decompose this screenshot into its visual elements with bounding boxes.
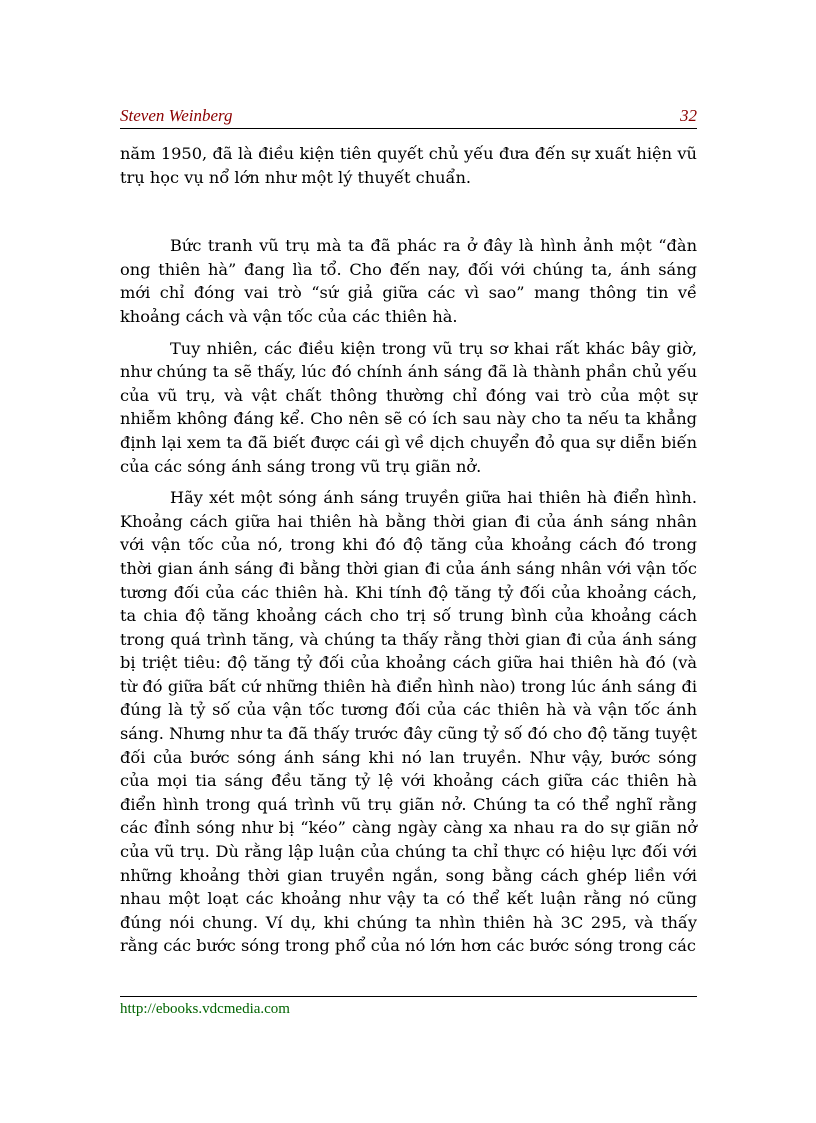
paragraph-early-universe: Tuy nhiên, các điều kiện trong vũ trụ sơ khai rất khác bây giờ, như chúng ta sẽ thấy, lúc đó chính ánh sáng đã là thành phần chủ yếu của vũ trụ, và vật chất thông thường chỉ đóng vai trò của một sự nhiễm không đáng kể. Cho nên sẽ có ích sau này cho ta nếu ta khẳng định lại xem ta đã biết được cái gì về dịch chuyển đỏ qua sự diễn biến của các sóng ánh sáng trong vũ trụ giãn nở. — [120, 338, 697, 476]
page-body — [120, 142, 697, 958]
page-number: 32 — [680, 106, 697, 125]
page-header — [120, 104, 697, 129]
paragraph-continuation: năm 1950, đã là điều kiện tiên quyết chủ yếu đưa đến sự xuất hiện vũ trụ học vụ nổ lớn như một lý thuyết chuẩn. — [120, 144, 697, 187]
header-author: Steven Weinberg — [120, 106, 233, 125]
paragraph-galaxy-swarm: Bức tranh vũ trụ mà ta đã phác ra ở đây là hình ảnh một “đàn ong thiên hà” đang lìa tổ. Cho đến nay, đối với chúng ta, ánh sáng mới chỉ đóng vai trò “sứ giả giữa các vì sao” mang thông tin về khoảng cách và vận tốc của các thiên hà. — [120, 236, 697, 326]
footer-divider — [120, 996, 697, 997]
footer-link[interactable]: http://ebooks.vdcmedia.com — [120, 1001, 290, 1017]
paragraph-light-wave: Hãy xét một sóng ánh sáng truyền giữa hai thiên hà điển hình. Khoảng cách giữa hai thiên hà bằng thời gian đi của ánh sáng nhân với vận tốc của nó, trong khi đó độ tăng của khoảng cách đó trong thời gian ánh sáng đi bằng thời gian đi của ánh sáng nhân với vận tốc tương đối của các thiên hà. Khi tính độ tăng tỷ đối của khoảng cách, ta chia độ tăng khoảng cách cho trị số trung bình của khoảng cách trong quá trình tăng, và chúng ta thấy rằng thời gian đi của ánh sáng bị triệt tiêu: độ tăng tỷ đối của khoảng cách giữa hai thiên hà đó (và từ đó giữa bất cứ những thiên hà điển hình nào) trong lúc ánh sáng đi đúng là tỷ số của vận tốc tương đối của các thiên hà và vận tốc ánh sáng. Nhưng như ta đã thấy trước đây cũng tỷ số đó cho độ tăng tuyệt đối của bước sóng ánh sáng khi nó lan truyền. Như vậy, bước sóng của mọi tia sáng đều tăng tỷ lệ với khoảng cách giữa các thiên hà điển hình trong quá trình vũ trụ giãn nở. Chúng ta có thể nghĩ rằng các đỉnh sóng như bị “kéo” càng ngày càng xa nhau ra do sự giãn nở của vũ trụ. Dù rằng lập luận của chúng ta chỉ thực có hiệu lực đối với những khoảng thời gian truyền ngắn, song bằng cách ghép liền với nhau một loạt các khoảng như vậy ta có thể kết luận rằng nó cũng đúng nói chung. Ví dụ, khi chúng ta nhìn thiên hà 3C 295, và thấy rằng các bước sóng trong phổ của nó lớn hơn các bước sóng trong các — [120, 488, 697, 956]
